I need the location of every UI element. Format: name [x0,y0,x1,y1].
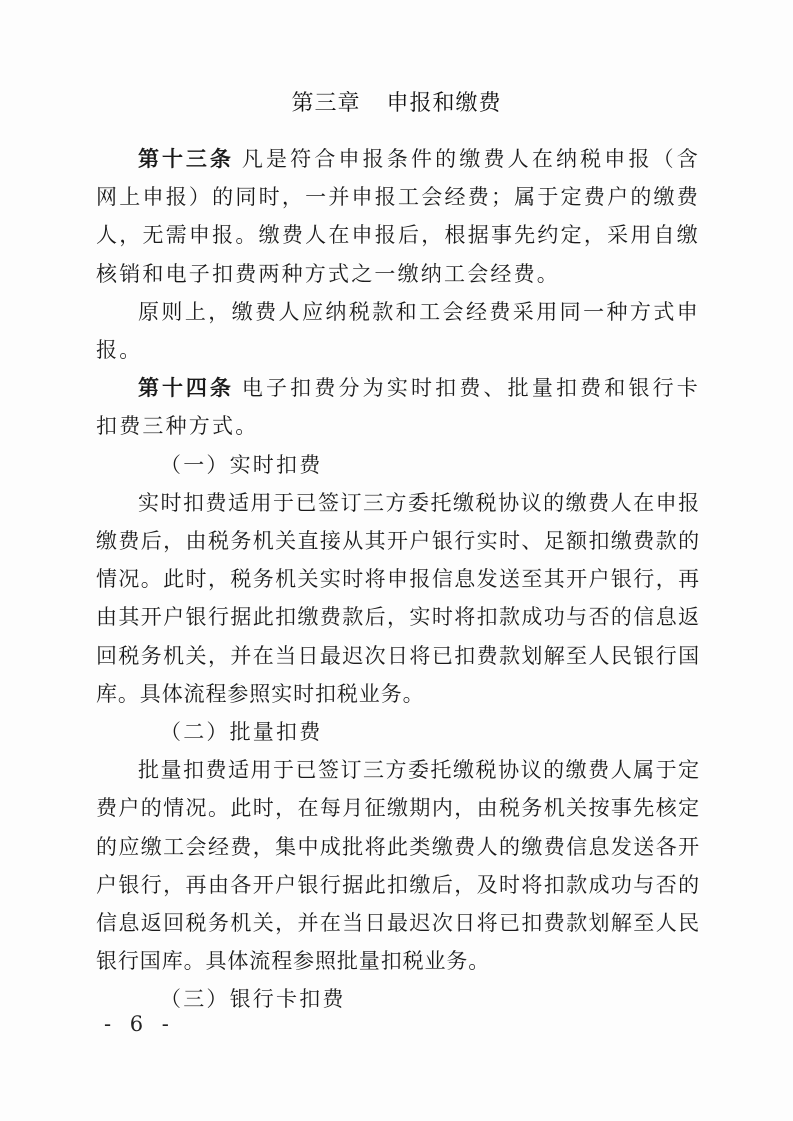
article-13-label: 第十三条 [138,147,234,171]
section-2-heading: （二）批量扣费 [160,720,323,745]
section-1-heading: （一）实时扣费 [160,452,323,477]
document-body [96,140,700,1019]
chapter-title [0,86,793,117]
chapter-number: 第三章 [291,91,361,116]
section-3-heading: （三）银行卡扣费 [160,987,346,1012]
section-2-text: 批量扣费适用于已签订三方委托缴税协议的缴费人属于定费户的情况。此时，在每月征缴期内，由税务机关按事先核定的应缴工会经费，集中成批将此类缴费人的缴费信息发送各开户银行，再由各开户银行据此扣缴后，及时将扣款成功与否的信息返回税务机关，并在当日最迟次日将已扣费款划解至人民银行国库。具体流程参照批量扣税业务。 [96,758,700,974]
principle-paragraph: 原则上，缴费人应纳税款和工会经费采用同一种方式申报。 [96,299,700,363]
chapter-name: 申报和缴费 [386,91,502,116]
article-14 [96,369,700,445]
article-13 [96,140,700,293]
article-14-text: 电子扣费分为实时扣费、批量扣费和银行卡扣费三种方式。 [96,376,700,439]
article-13-text: 凡是符合申报条件的缴费人在纳税申报（含网上申报）的同时，一并申报工会经费；属于定费户的缴费人，无需申报。缴费人在申报后，根据事先约定，采用自缴核销和电子扣费两种方式之一缴纳工会经费。 [96,147,700,286]
article-14-label: 第十四条 [138,376,234,401]
page-number: - 6 - [104,1012,175,1036]
section-1-text: 实时扣费适用于已签订三方委托缴税协议的缴费人在申报缴费后，由税务机关直接从其开户银行实时、足额扣缴费款的情况。此时，税务机关实时将申报信息发送至其开户银行，再由其开户银行据此扣缴费款后，实时将扣款成功与否的信息返回税务机关，并在当日最迟次日将已扣费款划解至人民银行国库。具体流程参照实时扣税业务。 [96,490,700,706]
